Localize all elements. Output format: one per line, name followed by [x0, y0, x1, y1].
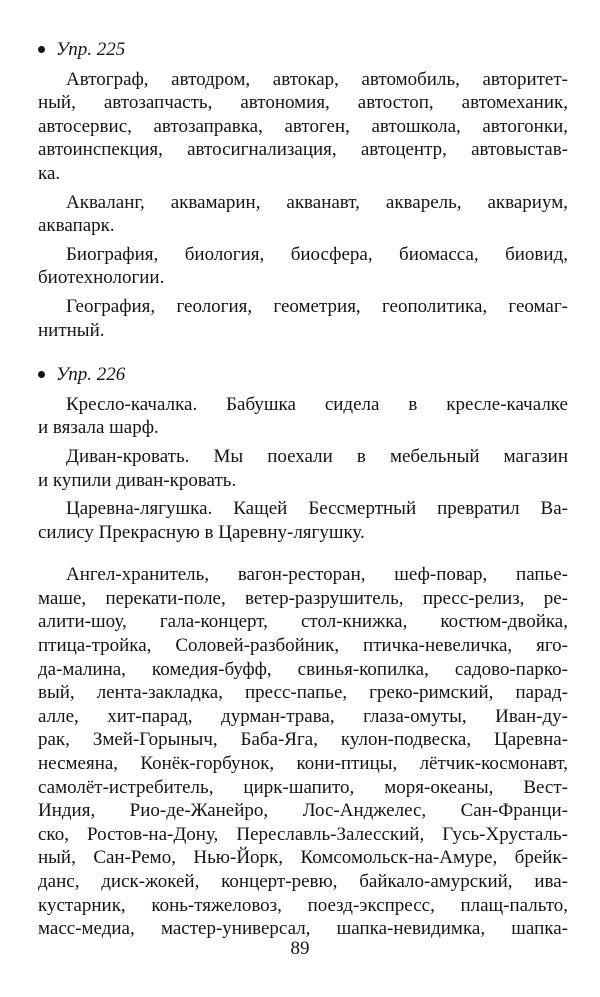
- text-line: несмеяна, Конёк-горбунок, кони-птицы, лётчик-космонавт,: [38, 753, 568, 775]
- text-line: География, геология, геометрия, геополитика, геомаг-: [66, 295, 568, 317]
- text-line: автосервис, автозаправка, автоген, автошкола, автогонки,: [38, 115, 568, 137]
- text-line: биотехнологии.: [38, 267, 165, 289]
- bullet-icon: [38, 46, 45, 53]
- text-line: ка.: [38, 162, 61, 184]
- text-line: Индия, Рио-де-Жанейро, Лос-Анджелес, Сан-Франци-: [38, 800, 568, 822]
- text-line: и купили диван-кровать.: [38, 469, 237, 491]
- exercise-225-title: Упр. 225: [56, 39, 126, 60]
- text-line: вый, лента-закладка, пресс-папье, греко-римский, парад-: [38, 682, 568, 704]
- text-line: ско, Ростов-на-Дону, Переславль-Залесский, Гусь-Хрусталь-: [38, 823, 568, 845]
- text-line: Кресло-качалка. Бабушка сидела в кресле-качалке: [66, 393, 568, 415]
- ex225-paragraph-akva: [38, 191, 568, 238]
- text-line: маше, перекати-поле, ветер-разрушитель, пресс-релиз, ре-: [38, 587, 568, 609]
- page-content: [38, 38, 568, 946]
- text-line: Автограф, автодром, автокар, автомобиль, авторитет-: [66, 68, 568, 90]
- ex226-paragraph-kreslo: [38, 393, 568, 440]
- text-line: автоинспекция, автосигнализация, автоцентр, автовыстав-: [38, 139, 568, 161]
- text-line: Биография, биология, биосфера, биомасса, биовид,: [66, 243, 568, 265]
- text-line: ный, автозапчасть, автономия, автостоп, автомеханик,: [38, 92, 568, 114]
- bullet-icon: [38, 371, 45, 378]
- text-line: масс-медиа, мастер-универсал, шапка-невидимка, шапка-: [38, 918, 568, 940]
- text-line: алити-шоу, гала-концерт, стол-книжка, костюм-двойка,: [38, 611, 568, 633]
- text-line: ный, Сан-Ремо, Нью-Йорк, Комсомольск-на-Амуре, брейк-: [38, 847, 568, 869]
- text-line: кустарник, конь-тяжеловоз, поезд-экспресс, плащ-пальто,: [38, 894, 568, 916]
- text-line: и вязала шарф.: [38, 417, 159, 439]
- text-line: аквапарк.: [38, 215, 115, 237]
- page-number: 89: [290, 938, 310, 959]
- text-line: Ангел-хранитель, вагон-ресторан, шеф-повар, папье-: [66, 564, 568, 586]
- text-line: рак, Змей-Горыныч, Баба-Яга, кулон-подвеска, Царевна-: [38, 729, 568, 751]
- text-line: птица-тройка, Соловей-разбойник, птичка-невеличка, яго-: [38, 635, 568, 657]
- exercise-226-title: Упр. 226: [56, 364, 126, 386]
- ex226-word-list: [38, 563, 568, 941]
- ex226-paragraph-tsarevna: [38, 497, 568, 544]
- text-line: Диван-кровать. Мы поехали в мебельный магазин: [66, 445, 568, 467]
- text-line: алле, хит-парад, дурман-трава, глаза-омуты, Иван-ду-: [38, 705, 568, 727]
- ex225-paragraph-geo: [38, 295, 568, 342]
- text-line: да-малина, комедия-буфф, свинья-копилка, садово-парко-: [38, 658, 568, 680]
- ex225-paragraph-bio: [38, 243, 568, 290]
- exercise-226-heading: [38, 363, 568, 387]
- text-line: Царевна-лягушка. Кащей Бессмертный превратил Ва-: [66, 498, 568, 520]
- ex226-paragraph-divan: [38, 445, 568, 492]
- text-line: данс, диск-жокей, концерт-ревю, байкало-амурский, ива-: [38, 871, 568, 892]
- text-line: силису Прекрасную в Царевну-лягушку.: [38, 521, 365, 543]
- text-line: самолёт-истребитель, цирк-шапито, моря-океаны, Вест-: [38, 776, 568, 798]
- text-line: Акваланг, аквамарин, акванавт, акварель, аквариум,: [66, 191, 568, 213]
- ex225-paragraph-avto: [38, 68, 568, 186]
- text-line: нитный.: [38, 319, 105, 341]
- exercise-225-heading: [38, 38, 568, 62]
